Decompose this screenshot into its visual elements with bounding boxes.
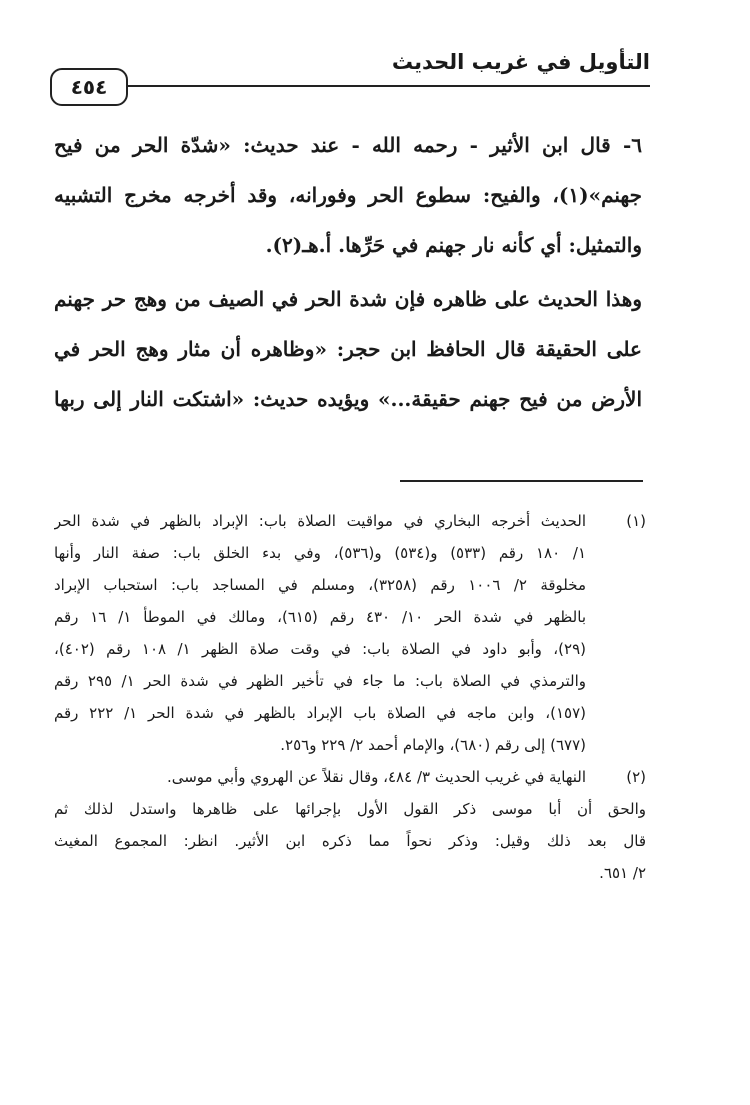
footnote-line: والحق أن أبا موسى ذكر القول الأول بإجرائها على ظاهرها واستدل لذلك ثم <box>54 800 646 818</box>
footnote-1 <box>54 505 646 761</box>
footnote-separator <box>400 480 643 482</box>
footnotes <box>54 505 646 889</box>
text-line: ٦- قال ابن الأثير - رحمه الله - عند حديث: «شدّة الحر من فيح <box>54 133 642 157</box>
footnote-2 <box>54 761 646 793</box>
text-line: الأرض من فيح جهنم حقيقة...» ويؤيده حديث: «اشتكت النار إلى ربها <box>54 387 642 411</box>
footnote-number: (٢) <box>626 768 646 786</box>
footnote-line: قال بعد ذلك وقيل: وذكر نحواً مما ذكره ابن الأثير. انظر: المجموع المغيث <box>54 832 646 850</box>
footnote-line: (٢٩)، وأبو داود في الصلاة باب: في وقت صلاة الظهر ١/ ١٠٨ رقم (٤٠٢)، <box>54 640 586 658</box>
footnote-line: (١٥٧)، وابن ماجه في الصلاة باب الإبراد بالظهر في شدة الحر ١/ ٢٢٢ رقم <box>54 704 586 722</box>
footnote-line: والترمذي في الصلاة باب: ما جاء في تأخير الظهر في شدة الحر ١/ ٢٩٥ رقم <box>54 672 586 690</box>
footnote-line: ١/ ١٨٠ رقم (٥٣٣) و(٥٣٤) و(٥٣٦)، وفي بدء الخلق باب: صفة النار وأنها <box>54 544 586 562</box>
footnote-line: مخلوقة ٢/ ١٠٠٦ رقم (٣٢٥٨)، ومسلم في المساجد باب: استحباب الإبراد <box>54 576 586 594</box>
main-text <box>54 120 642 424</box>
footnote-line: ٢/ ٦٥١. <box>599 864 646 882</box>
footnote-2-continuation <box>54 793 646 889</box>
footnote-line: الحديث أخرجه البخاري في مواقيت الصلاة باب: الإبراد بالظهر في شدة الحر <box>54 512 586 530</box>
footnote-number: (١) <box>626 512 646 530</box>
footnote-line: النهاية في غريب الحديث ٣/ ٤٨٤، وقال نقلاً عن الهروي وأبي موسى. <box>166 768 586 786</box>
footnote-line: بالظهر في شدة الحر ١٠/ ٤٣٠ رقم (٦١٥)، ومالك في الموطأ ١/ ١٦ رقم <box>54 608 586 626</box>
page-header <box>50 40 650 100</box>
header-rule <box>72 85 650 87</box>
footnote-line: (٦٧٧) إلى رقم (٦٨٠)، والإمام أحمد ٢/ ٢٢٩ و٢٥٦. <box>280 736 586 754</box>
text-line: وهذا الحديث على ظاهره فإن شدة الحر في الصيف من وهج حر جهنم <box>54 287 642 311</box>
text-line: على الحقيقة قال الحافظ ابن حجر: «وظاهره أن مثار وهج الحر في <box>54 337 642 361</box>
running-title: التأويل في غريب الحديث <box>391 50 650 74</box>
page-number: ٤٥٤ <box>50 68 128 106</box>
text-line: والتمثيل: أي كأنه نار جهنم في حَرِّها. أ.هـ(٢). <box>265 233 642 257</box>
text-line: جهنم»(١)، والفيح: سطوع الحر وفورانه، وقد أخرجه مخرج التشبيه <box>54 183 642 207</box>
